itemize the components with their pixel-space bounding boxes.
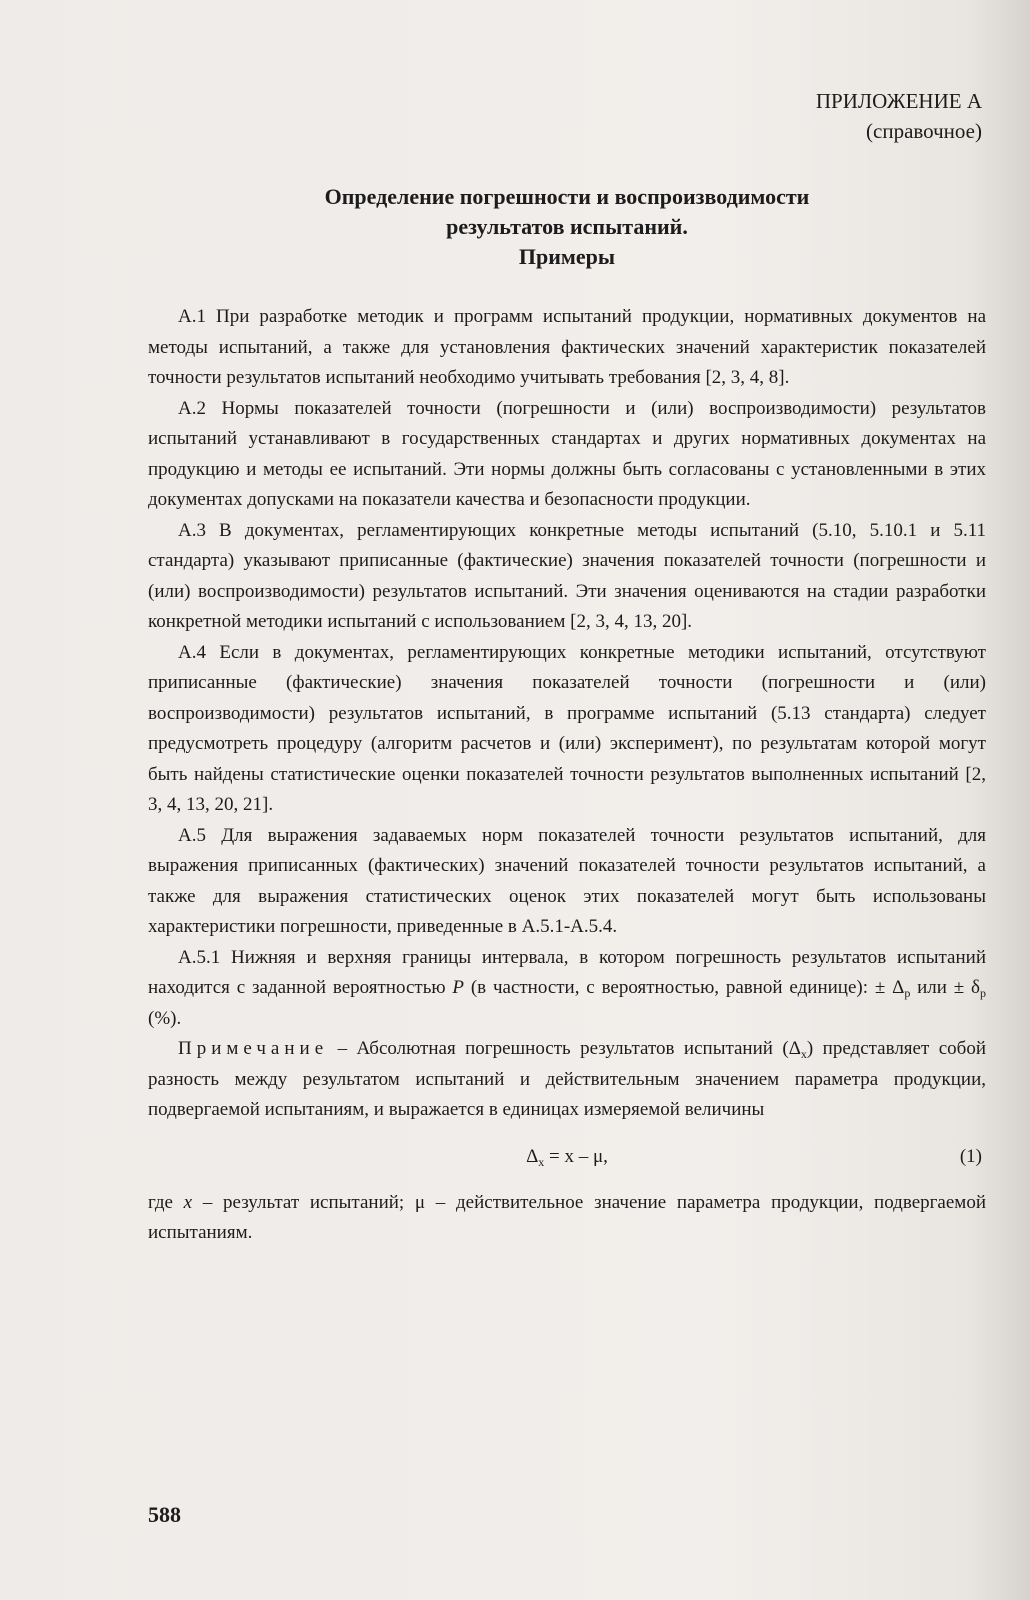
a51-subscript-1: р: [904, 986, 911, 1000]
page-number: 588: [148, 1502, 181, 1527]
paragraph-a5-1: [148, 943, 986, 1035]
paragraph-a1: А.1 При разработке методик и программ испытаний продукции, нормативных документов на методы испытаний, а также для установления фактических значений характеристик показателей точности результатов испытаний необходимо учитывать требования [2, 3, 4, 8].: [148, 306, 986, 388]
formula-row: [148, 1126, 986, 1188]
a51-text-main: А.5.1 Нижняя и верхняя границы интервала, в котором погрешность результатов испытаний находится с заданной вероятностью: [148, 946, 986, 998]
formula: [148, 1126, 986, 1188]
annex-label: ПРИЛОЖЕНИЕ А: [815, 89, 982, 113]
a51-subscript-2: р: [980, 986, 987, 1000]
title-line-2: результатов испытаний.: [446, 214, 688, 239]
where-text: – результат испытаний; μ – действительное значение параметра продукции, подвергаемой испытаниям.: [148, 1191, 986, 1243]
title-line-3: Примеры: [518, 244, 616, 269]
note-paragraph: [148, 1034, 986, 1126]
where-paragraph: [148, 1188, 986, 1249]
note-subscript: х: [800, 1047, 807, 1061]
a51-text-or: или ± δ: [910, 977, 981, 998]
formula-lhs-subscript: x: [538, 1154, 545, 1169]
formula-number: (1): [959, 1145, 982, 1167]
note-label: Примечание: [178, 1038, 329, 1059]
formula-rhs: = x – μ,: [544, 1145, 608, 1167]
where-prefix: где: [148, 1191, 184, 1213]
section-title: [148, 182, 986, 272]
formula-lhs: Δ: [526, 1145, 539, 1167]
a51-text-mid: (в частности, с вероятностью, равной единице): ± Δ: [464, 977, 905, 998]
title-line-1: Определение погрешности и воспроизводимости: [324, 184, 810, 209]
a51-text-end: (%).: [148, 1007, 182, 1029]
paragraph-a4: А.4 Если в документах, регламентирующих конкретные методики испытаний, отсутствуют приписанные (фактические) значения показателей точности (погрешности и (или) воспроизводимости) результатов испытаний, в программе испытаний (5.13 стандарта) следует предусмотреть процедуру (алгоритм расчетов и (или) эксперимент), по результатам которой могут быть найдены статистические оценки показателей точности результатов выполненных испытаний [2, 3, 4, 13, 20, 21].: [148, 641, 986, 815]
paragraph-a2: А.2 Нормы показателей точности (погрешности и (или) воспроизводимости) результатов испытаний устанавливают в государственных стандартах и других нормативных документах на продукцию и методы ее испытаний. Эти нормы должны быть согласованы с установленными в этих документах допусками на показатели качества и безопасности продукции.: [148, 397, 986, 510]
annex-kind: (справочное): [866, 119, 982, 143]
a51-variable: P: [452, 977, 464, 998]
where-variable: x: [183, 1191, 193, 1213]
page-content: [148, 86, 986, 1249]
paragraph-a5: А.5 Для выражения задаваемых норм показателей точности результатов испытаний, для выражения приписанных (фактических) значений показателей точности результатов испытаний, а также для выражения статистических оценок этих показателей могут быть использованы характеристики погрешности, приведенные в А.5.1-А.5.4.: [148, 824, 986, 937]
note-text-1: – Абсолютная погрешность результатов испытаний (Δ: [328, 1038, 801, 1059]
annex-header: [148, 86, 982, 146]
body-text: [148, 302, 986, 1249]
note-text-2: ) представляет собой разность между результатом испытаний и действительным значением параметра продукции, подвергаемой испытаниям, и выражается в единицах измеряемой величины: [148, 1038, 986, 1120]
paragraph-a3: А.3 В документах, регламентирующих конкретные методы испытаний (5.10, 5.10.1 и 5.11 стандарта) указывают приписанные (фактические) значения показателей точности (погрешности и (или) воспроизводимости) результатов испытаний. Эти значения оцениваются на стадии разработки конкретной методики испытаний с использованием [2, 3, 4, 13, 20].: [148, 519, 986, 632]
